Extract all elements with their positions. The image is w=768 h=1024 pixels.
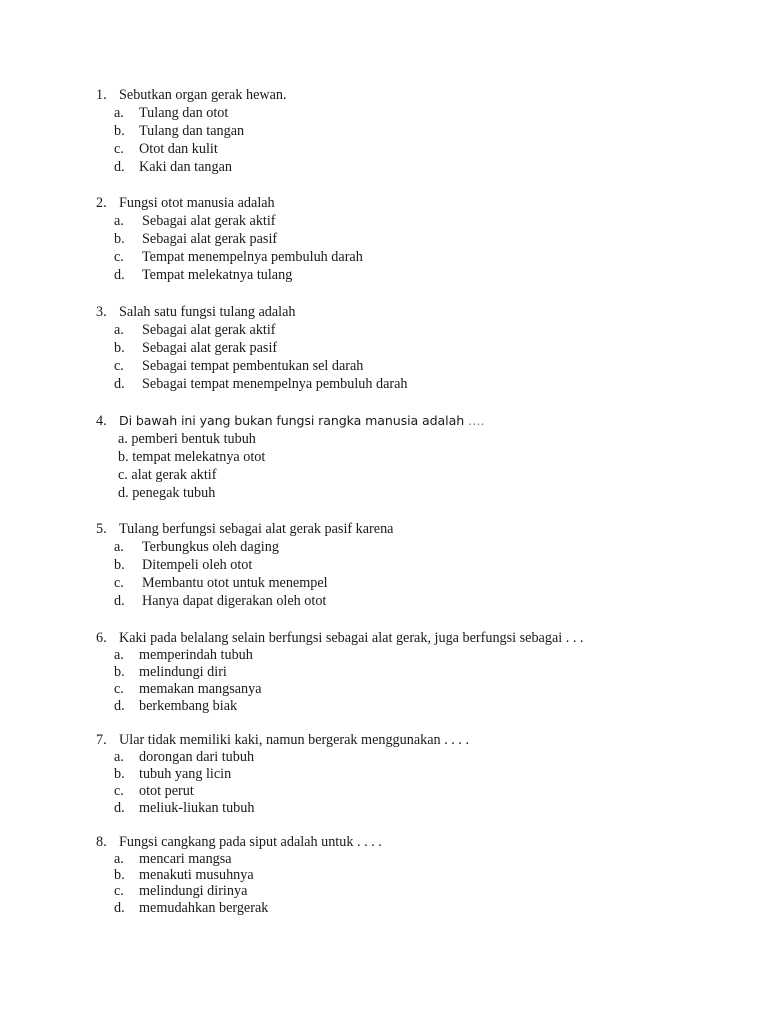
question-number: 6. bbox=[96, 630, 107, 646]
option-text: b. tempat melekatnya otot bbox=[118, 449, 266, 465]
option-letter: c. bbox=[114, 783, 124, 799]
question-6 bbox=[0, 629, 768, 647]
option-letter: d. bbox=[114, 593, 125, 609]
option-3c bbox=[0, 357, 768, 375]
question-text: Di bawah ini yang bukan fungsi rangka manusia adalah bbox=[119, 413, 465, 428]
question-3 bbox=[0, 303, 768, 321]
option-8d bbox=[0, 899, 768, 917]
option-text: Sebagai alat gerak pasif bbox=[142, 231, 278, 247]
option-6b bbox=[0, 663, 768, 681]
option-4b bbox=[0, 448, 768, 466]
option-text: menakuti musuhnya bbox=[139, 867, 254, 883]
option-letter: c. bbox=[114, 249, 124, 265]
question-text: Fungsi otot manusia adalah bbox=[119, 195, 275, 211]
question-text: Sebutkan organ gerak hewan. bbox=[119, 87, 287, 103]
option-letter: a. bbox=[114, 749, 124, 765]
option-text: memakan mangsanya bbox=[139, 681, 262, 697]
option-letter: a. bbox=[114, 322, 124, 338]
question-number: 7. bbox=[96, 732, 107, 748]
question-number: 3. bbox=[96, 304, 107, 320]
question-4 bbox=[0, 412, 768, 430]
option-1a bbox=[0, 104, 768, 122]
option-letter: a. bbox=[114, 105, 124, 121]
option-2c bbox=[0, 248, 768, 266]
option-text: c. alat gerak aktif bbox=[118, 467, 217, 483]
option-text: berkembang biak bbox=[139, 698, 238, 714]
option-text: melindungi diri bbox=[139, 664, 227, 680]
option-text: Membantu otot untuk menempel bbox=[142, 575, 328, 591]
option-1b bbox=[0, 122, 768, 140]
option-text: memudahkan bergerak bbox=[139, 900, 269, 916]
option-3b bbox=[0, 339, 768, 357]
option-text: tubuh yang licin bbox=[139, 766, 232, 782]
option-text: Terbungkus oleh daging bbox=[142, 539, 279, 555]
option-text: d. penegak tubuh bbox=[118, 485, 216, 501]
option-6c bbox=[0, 680, 768, 698]
option-letter: b. bbox=[114, 867, 125, 883]
option-5d bbox=[0, 592, 768, 610]
option-letter: c. bbox=[114, 358, 124, 374]
question-text: Kaki pada belalang selain berfungsi sebagai alat gerak, juga berfungsi sebagai . . . bbox=[119, 630, 584, 646]
question-text-group bbox=[119, 412, 484, 430]
option-text: Sebagai tempat menempelnya pembuluh darah bbox=[142, 376, 408, 392]
option-text: meliuk-liukan tubuh bbox=[139, 800, 255, 816]
option-6a bbox=[0, 646, 768, 664]
option-text: Tempat menempelnya pembuluh darah bbox=[142, 249, 363, 265]
option-letter: b. bbox=[114, 664, 125, 680]
option-text: Sebagai alat gerak aktif bbox=[142, 213, 276, 229]
option-letter: c. bbox=[114, 883, 124, 899]
option-4d bbox=[0, 484, 768, 502]
option-letter: a. bbox=[114, 647, 124, 663]
option-letter: d. bbox=[114, 267, 125, 283]
option-text: memperindah tubuh bbox=[139, 647, 253, 663]
option-text: Kaki dan tangan bbox=[139, 159, 232, 175]
question-5 bbox=[0, 520, 768, 538]
option-text: Otot dan kulit bbox=[139, 141, 218, 157]
question-1 bbox=[0, 86, 768, 104]
option-7c bbox=[0, 782, 768, 800]
option-text: a. pemberi bentuk tubuh bbox=[118, 431, 256, 447]
option-text: Tulang dan otot bbox=[139, 105, 229, 121]
question-number: 8. bbox=[96, 834, 107, 850]
option-7a bbox=[0, 748, 768, 766]
option-letter: b. bbox=[114, 231, 125, 247]
question-number: 1. bbox=[96, 87, 107, 103]
option-7b bbox=[0, 765, 768, 783]
option-text: Sebagai alat gerak aktif bbox=[142, 322, 276, 338]
option-letter: d. bbox=[114, 376, 125, 392]
option-letter: b. bbox=[114, 340, 125, 356]
option-letter: c. bbox=[114, 141, 124, 157]
option-letter: a. bbox=[114, 851, 124, 867]
option-1c bbox=[0, 140, 768, 158]
option-text: Tempat melekatnya tulang bbox=[142, 267, 293, 283]
question-text: Tulang berfungsi sebagai alat gerak pasif karena bbox=[119, 521, 394, 537]
question-number: 4. bbox=[96, 413, 107, 429]
option-text: Ditempeli oleh otot bbox=[142, 557, 253, 573]
option-letter: d. bbox=[114, 698, 125, 714]
question-number: 2. bbox=[96, 195, 107, 211]
question-text: Salah satu fungsi tulang adalah bbox=[119, 304, 296, 320]
option-5b bbox=[0, 556, 768, 574]
question-8 bbox=[0, 833, 768, 851]
option-3a bbox=[0, 321, 768, 339]
question-number: 5. bbox=[96, 521, 107, 537]
option-letter: d. bbox=[114, 800, 125, 816]
option-letter: d. bbox=[114, 159, 125, 175]
option-5a bbox=[0, 538, 768, 556]
option-letter: b. bbox=[114, 123, 125, 139]
option-text: Sebagai alat gerak pasif bbox=[142, 340, 278, 356]
option-text: Hanya dapat digerakan oleh otot bbox=[142, 593, 327, 609]
option-text: melindungi dirinya bbox=[139, 883, 248, 899]
option-letter: d. bbox=[114, 900, 125, 916]
option-1d bbox=[0, 158, 768, 176]
question-2 bbox=[0, 194, 768, 212]
question-text: Fungsi cangkang pada siput adalah untuk . . . . bbox=[119, 834, 382, 850]
option-text: Sebagai tempat pembentukan sel darah bbox=[142, 358, 364, 374]
option-letter: c. bbox=[114, 575, 124, 591]
option-2b bbox=[0, 230, 768, 248]
option-letter: b. bbox=[114, 557, 125, 573]
option-letter: a. bbox=[114, 213, 124, 229]
option-text: mencari mangsa bbox=[139, 851, 232, 867]
question-text: Ular tidak memiliki kaki, namun bergerak menggunakan . . . . bbox=[119, 732, 469, 748]
question-7 bbox=[0, 731, 768, 749]
question-ellipsis: …. bbox=[467, 413, 485, 428]
option-7d bbox=[0, 799, 768, 817]
option-letter: a. bbox=[114, 539, 124, 555]
option-8c bbox=[0, 882, 768, 900]
option-text: otot perut bbox=[139, 783, 194, 799]
option-letter: b. bbox=[114, 766, 125, 782]
option-3d bbox=[0, 375, 768, 393]
option-4c bbox=[0, 466, 768, 484]
option-6d bbox=[0, 697, 768, 715]
option-text: Tulang dan tangan bbox=[139, 123, 245, 139]
option-text: dorongan dari tubuh bbox=[139, 749, 255, 765]
option-5c bbox=[0, 574, 768, 592]
option-4a bbox=[0, 430, 768, 448]
option-letter: c. bbox=[114, 681, 124, 697]
option-2a bbox=[0, 212, 768, 230]
option-2d bbox=[0, 266, 768, 284]
